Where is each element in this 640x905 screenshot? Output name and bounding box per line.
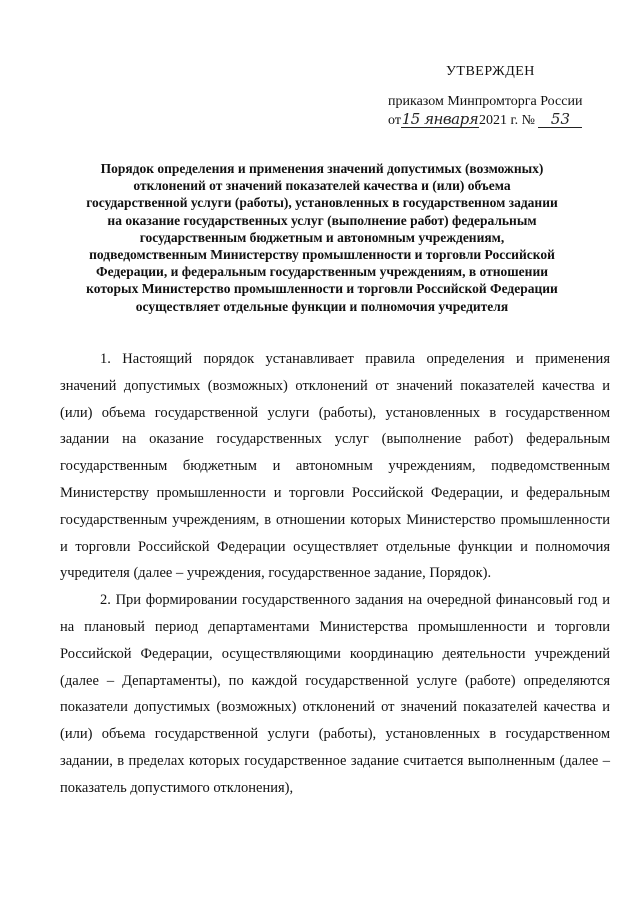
handwritten-number: 53: [538, 112, 582, 128]
approval-year: 2021 г. №: [478, 113, 535, 128]
title-line: осуществляет отдельные функции и полномочия учредителя: [135, 298, 509, 314]
title-line: подведомственным Министерству промышленности и торговли Российской: [89, 247, 555, 263]
document-body: [60, 346, 610, 802]
title-line: государственным бюджетным и автономным учреждениям,: [139, 229, 505, 245]
title-line: на оказание государственных услуг (выполнение работ) федеральным: [107, 212, 537, 228]
title-line: отклонений от значений показателей качества и (или) объема: [133, 178, 511, 194]
paragraph-1: 1. Настоящий порядок устанавливает правила определения и применения значений допустимых (возможных) отклонений от значений показателей качества и (или) объема государственной услуги (работы), установленных в государственном задании на оказание государственных услуг (выполнение работ) федеральным государственным бюджетным и автономным учреждениям, подведомственным Министерству промышленности и торговли Российской Федерации, и федеральным государственным учреждениям, в отношении которых Министерство промышленности и торговли Российской Федерации осуществляет отдельные функции и полномочия учредителя (далее – учреждения, государственное задание, Порядок).: [60, 351, 610, 582]
date-prefix: от: [388, 113, 401, 128]
title-line: государственной услуги (работы), установленных в государственном задании: [86, 195, 558, 211]
approval-date-line: [388, 111, 608, 130]
handwritten-date: 15 января: [401, 110, 479, 128]
approval-block: [388, 62, 608, 130]
title-line: Федерации, и федеральным государственным учреждениям, в отношении: [96, 264, 548, 280]
document-title: [62, 160, 582, 315]
paragraph-2: 2. При формировании государственного задания на очередной финансовый год и на плановый период департаментами Министерства промышленности и торговли Российской Федерации, осуществляющими координацию деятельности учреждений (далее – Департаменты), по каждой государственной услуге (работе) определяются показатели допустимых (возможных) отклонений от значений показателей качества и (или) объема государственной услуги (работы), установленных в государственном задании, в пределах которых государственное задание считается выполненным (далее – показатель допустимого отклонения),: [60, 592, 610, 796]
approval-order: приказом Минпромторга России: [388, 94, 583, 109]
approved-heading: УТВЕРЖДЕН: [446, 64, 535, 79]
title-line: Порядок определения и применения значений допустимых (возможных): [100, 161, 544, 176]
title-line: которых Министерство промышленности и торговли Российской Федерации: [86, 281, 558, 297]
